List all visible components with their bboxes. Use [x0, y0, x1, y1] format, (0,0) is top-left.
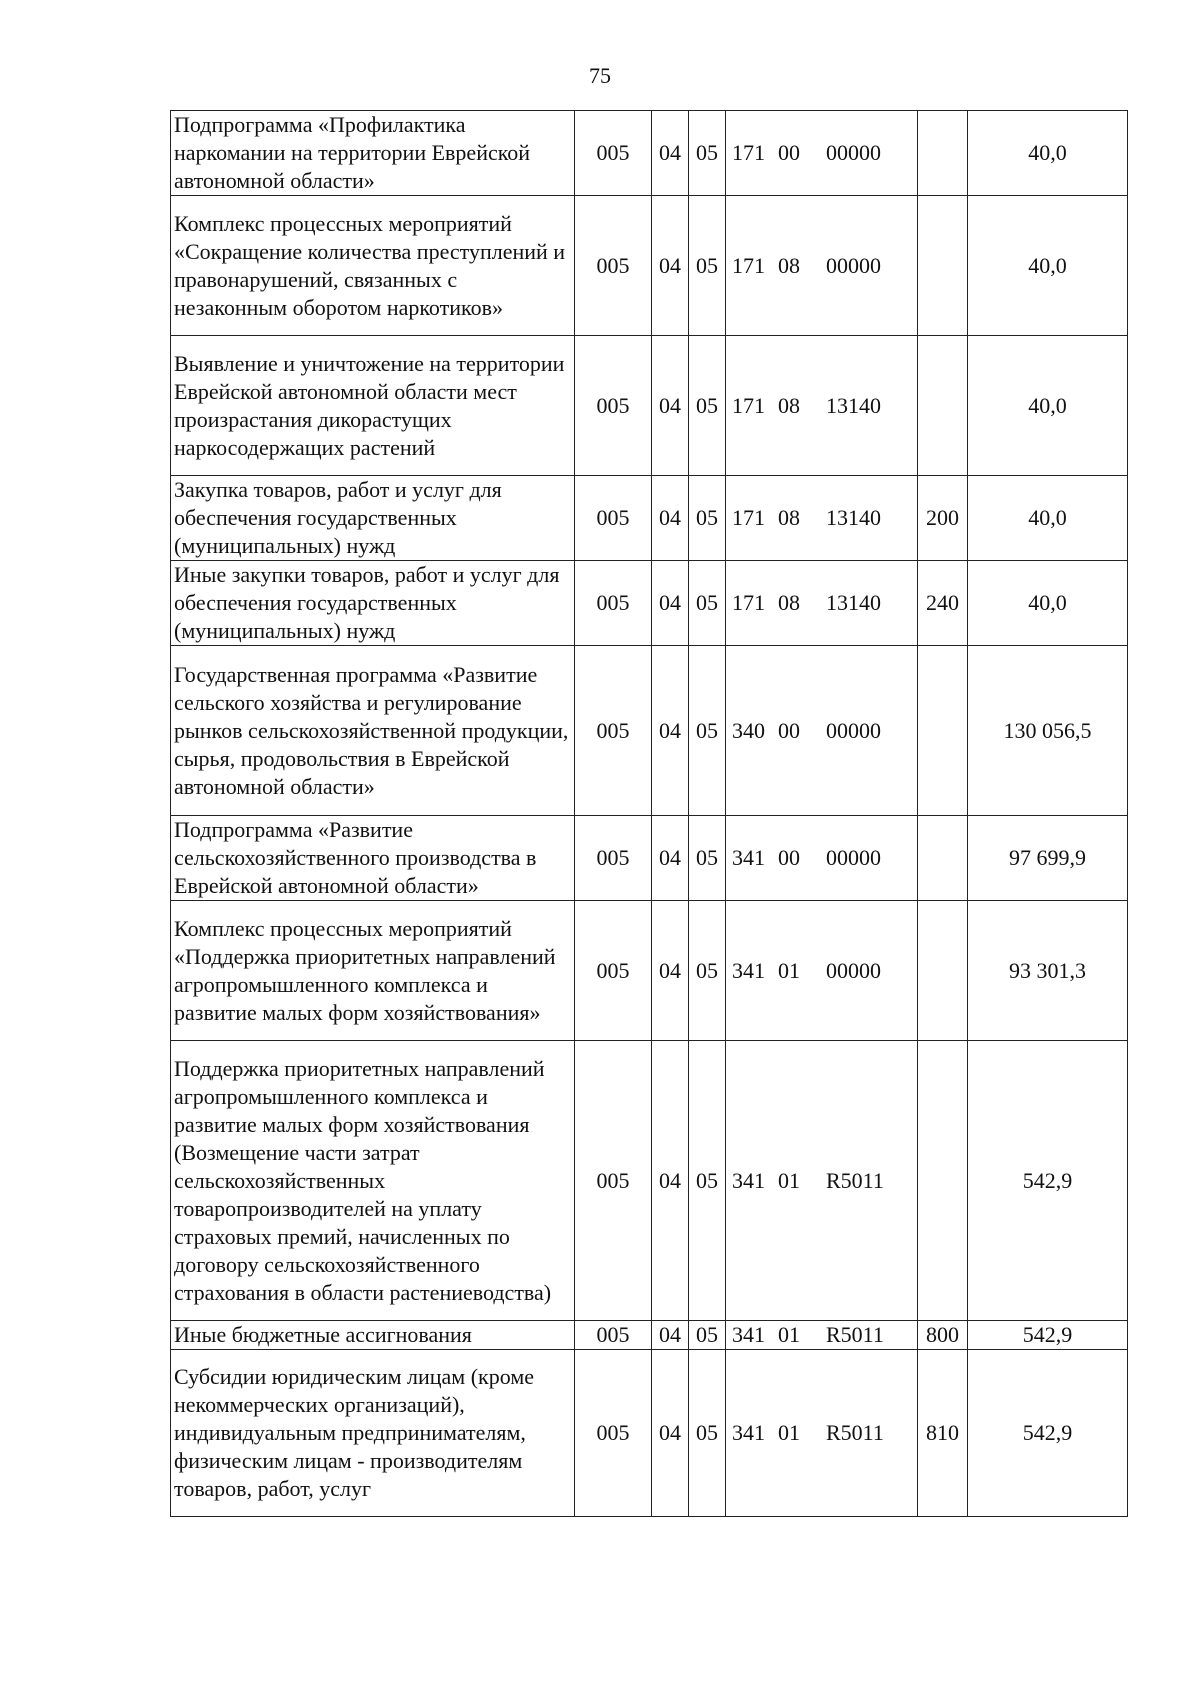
target-article-code — [726, 196, 918, 336]
row-name: Иные закупки товаров, работ и услуг для обеспечения государственных (муниципальных) нужд — [171, 561, 575, 646]
subsection-code: 05 — [689, 561, 726, 646]
direction-code: 00000 — [826, 140, 881, 165]
table-row — [171, 816, 1128, 901]
budget-table — [170, 110, 1128, 1517]
amount: 542,9 — [968, 1041, 1128, 1321]
ministry-code: 005 — [575, 816, 652, 901]
target-article-code — [726, 1350, 918, 1517]
ministry-code: 005 — [575, 111, 652, 196]
program-code: 34 — [732, 1420, 754, 1445]
target-article-code — [726, 476, 918, 561]
expense-type-code — [918, 196, 968, 336]
subprogram-code: 1 — [754, 252, 765, 278]
program-code: 17 — [732, 140, 754, 165]
row-name: Поддержка приоритетных направлений агропромышленного комплекса и развитие малых форм хозяйствования (Возмещение части затрат сельскохозяйственных товаропроизводителей на уплату страховых премий, начисленных по договору сельскохозяйственного страхования в области растениеводства) — [171, 1041, 575, 1321]
row-name: Субсидии юридическим лицам (кроме некоммерческих организаций), индивидуальным предпринимателям, физическим лицам - производителям товаров, работ, услуг — [171, 1350, 575, 1517]
subsection-code: 05 — [689, 111, 726, 196]
program-code: 34 — [732, 957, 754, 983]
amount: 542,9 — [968, 1350, 1128, 1517]
amount: 130 056,5 — [968, 646, 1128, 816]
section-code: 04 — [652, 111, 689, 196]
subsection-code: 05 — [689, 1350, 726, 1517]
table-row — [171, 336, 1128, 476]
subsection-code: 05 — [689, 476, 726, 561]
table-row — [171, 1350, 1128, 1517]
table-row — [171, 196, 1128, 336]
page-number: 75 — [589, 63, 611, 88]
row-name: Закупка товаров, работ и услуг для обеспечения государственных (муниципальных) нужд — [171, 476, 575, 561]
table-row — [171, 1321, 1128, 1350]
row-name: Выявление и уничтожение на территории Еврейской автономной области мест произрастания дикорастущих наркосодержащих растений — [171, 336, 575, 476]
ministry-code: 005 — [575, 336, 652, 476]
row-name: Комплекс процессных мероприятий «Поддержка приоритетных направлений агропромышленного комплекса и развитие малых форм хозяйствования» — [171, 901, 575, 1041]
target-article-code — [726, 336, 918, 476]
program-code: 17 — [732, 590, 754, 615]
group-code: 01 — [778, 1167, 800, 1193]
ministry-code: 005 — [575, 901, 652, 1041]
subsection-code: 05 — [689, 816, 726, 901]
subprogram-code: 1 — [754, 845, 765, 870]
group-code: 08 — [778, 252, 800, 278]
program-code: 34 — [732, 1167, 754, 1193]
amount: 97 699,9 — [968, 816, 1128, 901]
subprogram-code: 1 — [754, 957, 765, 983]
expense-type-code — [918, 646, 968, 816]
expense-type-code — [918, 816, 968, 901]
ministry-code: 005 — [575, 476, 652, 561]
subsection-code: 05 — [689, 196, 726, 336]
section-code: 04 — [652, 336, 689, 476]
expense-type-code — [918, 336, 968, 476]
group-code: 01 — [778, 1420, 800, 1445]
section-code: 04 — [652, 1350, 689, 1517]
subsection-code: 05 — [689, 336, 726, 476]
subsection-code: 05 — [689, 901, 726, 1041]
subprogram-code: 1 — [754, 140, 765, 165]
direction-code: 13140 — [826, 392, 881, 418]
table-row — [171, 901, 1128, 1041]
group-code: 08 — [778, 392, 800, 418]
target-article-code — [726, 646, 918, 816]
row-name: Иные бюджетные ассигнования — [171, 1321, 575, 1350]
expense-type-code: 800 — [918, 1321, 968, 1350]
direction-code: 00000 — [826, 717, 881, 743]
section-code: 04 — [652, 196, 689, 336]
row-name: Подпрограмма «Профилактика наркомании на территории Еврейской автономной области» — [171, 111, 575, 196]
group-code: 08 — [778, 505, 800, 530]
group-code: 00 — [778, 140, 800, 165]
direction-code: 13140 — [826, 590, 881, 615]
row-name: Государственная программа «Развитие сельского хозяйства и регулирование рынков сельскохозяйственной продукции, сырья, продовольствия в Еврейской автономной области» — [171, 646, 575, 816]
direction-code: R5011 — [826, 1322, 884, 1347]
expense-type-code: 240 — [918, 561, 968, 646]
expense-type-code: 200 — [918, 476, 968, 561]
ministry-code: 005 — [575, 1350, 652, 1517]
amount: 542,9 — [968, 1321, 1128, 1350]
table-row — [171, 1041, 1128, 1321]
direction-code: 00000 — [826, 957, 881, 983]
subprogram-code: 0 — [754, 717, 765, 743]
section-code: 04 — [652, 476, 689, 561]
row-name: Комплекс процессных мероприятий «Сокращение количества преступлений и правонарушений, связанных с незаконным оборотом наркотиков» — [171, 196, 575, 336]
group-code: 08 — [778, 590, 800, 615]
subprogram-code: 1 — [754, 392, 765, 418]
section-code: 04 — [652, 1321, 689, 1350]
target-article-code — [726, 561, 918, 646]
row-name: Подпрограмма «Развитие сельскохозяйственного производства в Еврейской автономной области» — [171, 816, 575, 901]
section-code: 04 — [652, 646, 689, 816]
direction-code: 13140 — [826, 505, 881, 530]
amount: 93 301,3 — [968, 901, 1128, 1041]
table-row — [171, 646, 1128, 816]
ministry-code: 005 — [575, 1041, 652, 1321]
subprogram-code: 1 — [754, 1167, 765, 1193]
direction-code: R5011 — [826, 1167, 884, 1193]
subsection-code: 05 — [689, 646, 726, 816]
subsection-code: 05 — [689, 1321, 726, 1350]
amount: 40,0 — [968, 561, 1128, 646]
group-code: 00 — [778, 717, 800, 743]
section-code: 04 — [652, 901, 689, 1041]
target-article-code — [726, 1041, 918, 1321]
target-article-code — [726, 1321, 918, 1350]
subsection-code: 05 — [689, 1041, 726, 1321]
section-code: 04 — [652, 816, 689, 901]
expense-type-code — [918, 111, 968, 196]
program-code: 34 — [732, 1322, 754, 1347]
expense-type-code: 810 — [918, 1350, 968, 1517]
direction-code: 00000 — [826, 252, 881, 278]
program-code: 34 — [732, 717, 754, 743]
program-code: 17 — [732, 505, 754, 530]
table-row — [171, 476, 1128, 561]
group-code: 01 — [778, 957, 800, 983]
direction-code: 00000 — [826, 845, 881, 870]
group-code: 00 — [778, 845, 800, 870]
section-code: 04 — [652, 561, 689, 646]
amount: 40,0 — [968, 336, 1128, 476]
program-code: 17 — [732, 392, 754, 418]
target-article-code — [726, 901, 918, 1041]
target-article-code — [726, 816, 918, 901]
program-code: 34 — [732, 845, 754, 870]
group-code: 01 — [778, 1322, 800, 1347]
expense-type-code — [918, 1041, 968, 1321]
ministry-code: 005 — [575, 646, 652, 816]
direction-code: R5011 — [826, 1420, 884, 1445]
program-code: 17 — [732, 252, 754, 278]
section-code: 04 — [652, 1041, 689, 1321]
table-row — [171, 561, 1128, 646]
amount: 40,0 — [968, 196, 1128, 336]
ministry-code: 005 — [575, 561, 652, 646]
subprogram-code: 1 — [754, 1322, 765, 1347]
target-article-code — [726, 111, 918, 196]
subprogram-code: 1 — [754, 590, 765, 615]
subprogram-code: 1 — [754, 1420, 765, 1445]
table-row — [171, 111, 1128, 196]
amount: 40,0 — [968, 476, 1128, 561]
ministry-code: 005 — [575, 196, 652, 336]
amount: 40,0 — [968, 111, 1128, 196]
expense-type-code — [918, 901, 968, 1041]
ministry-code: 005 — [575, 1321, 652, 1350]
subprogram-code: 1 — [754, 505, 765, 530]
